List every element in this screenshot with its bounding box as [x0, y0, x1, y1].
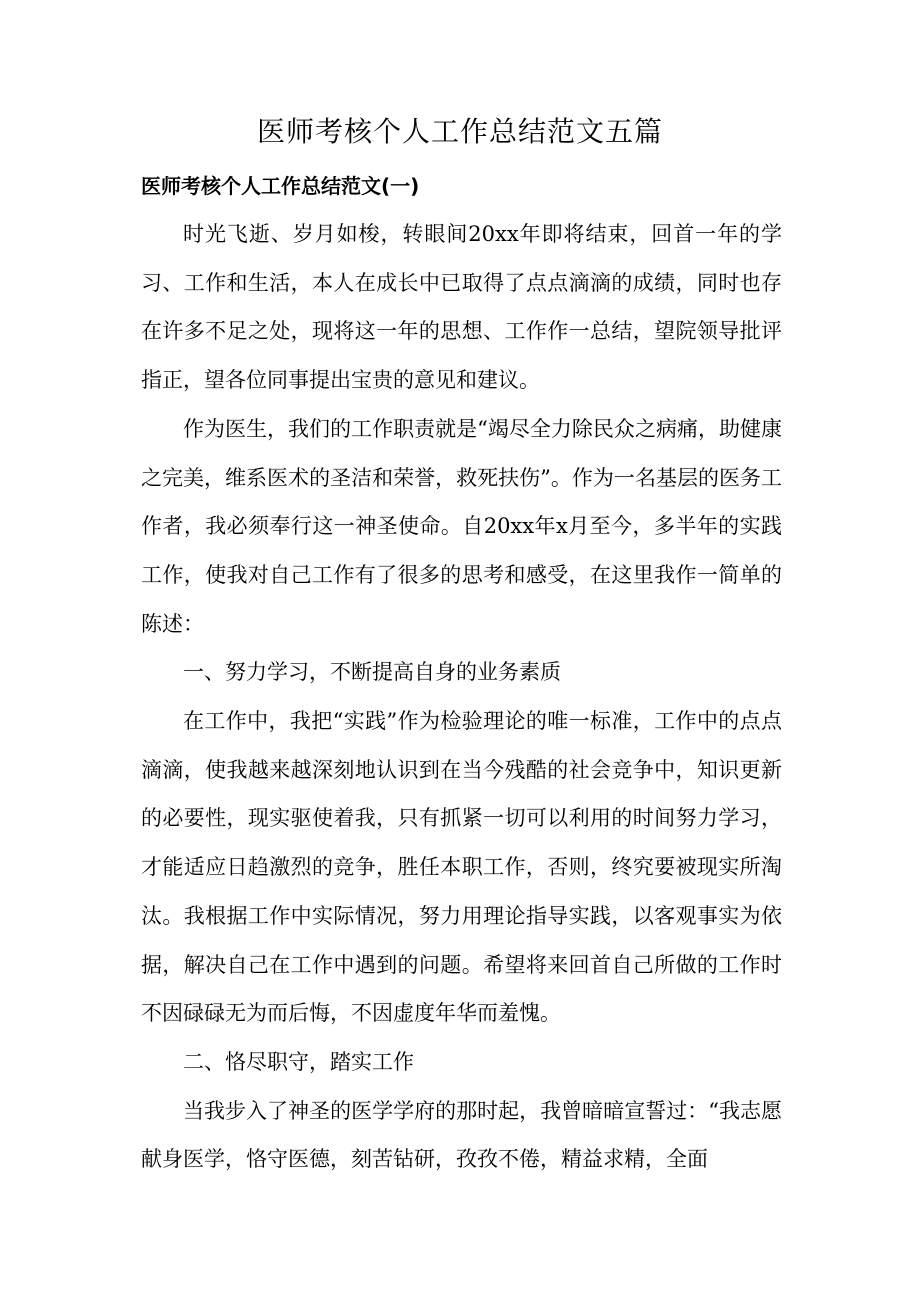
- paragraph: 当我步入了神圣的医学学府的那时起，我曾暗暗宣誓过：“我志愿献身医学，恪守医德，刻苦钻研，孜孜不倦，精益求精，全面: [141, 1098, 782, 1172]
- paragraph: 时光飞逝、岁月如梭，转眼间20xx年即将结束，回首一年的学习、工作和生活，本人在成长中已取得了点点滴滴的成绩，同时也存在许多不足之处，现将这一年的思想、工作作一总结，望院领导批评指正，望各位同事提出宝贵的意见和建议。: [141, 222, 782, 393]
- section-heading: 医师考核个人工作总结范文(一): [141, 174, 420, 198]
- subheading-paragraph: 一、努力学习，不断提高自身的业务素质: [183, 660, 561, 685]
- paragraph: 作为医生，我们的工作职责就是“竭尽全力除民众之病痛，助健康之完美，维系医术的圣洁和荣誉，救死扶伤”。作为一名基层的医务工作者，我必须奉行这一神圣使命。自20xx年x月至今，多半年的实践工作，使我对自己工作有了很多的思考和感受，在这里我作一简单的陈述：: [141, 416, 782, 636]
- subheading-paragraph: 二、恪尽职守，踏实工作: [183, 1049, 414, 1074]
- document-body: [141, 210, 782, 1184]
- document-title: 医师考核个人工作总结范文五篇: [256, 115, 663, 148]
- paragraph: 在工作中，我把“实践”作为检验理论的唯一标准，工作中的点点滴滴，使我越来越深刻地认识到在当今残酷的社会竞争中，知识更新的必要性，现实驱使着我，只有抓紧一切可以利用的时间努力学习，才能适应日趋激烈的竞争，胜任本职工作，否则，终究要被现实所淘汰。我根据工作中实际情况，努力用理论指导实践，以客观事实为依据，解决自己在工作中遇到的问题。希望将来回首自己所做的工作时不因碌碌无为而后悔，不因虚度年华而羞愧。: [141, 709, 782, 1026]
